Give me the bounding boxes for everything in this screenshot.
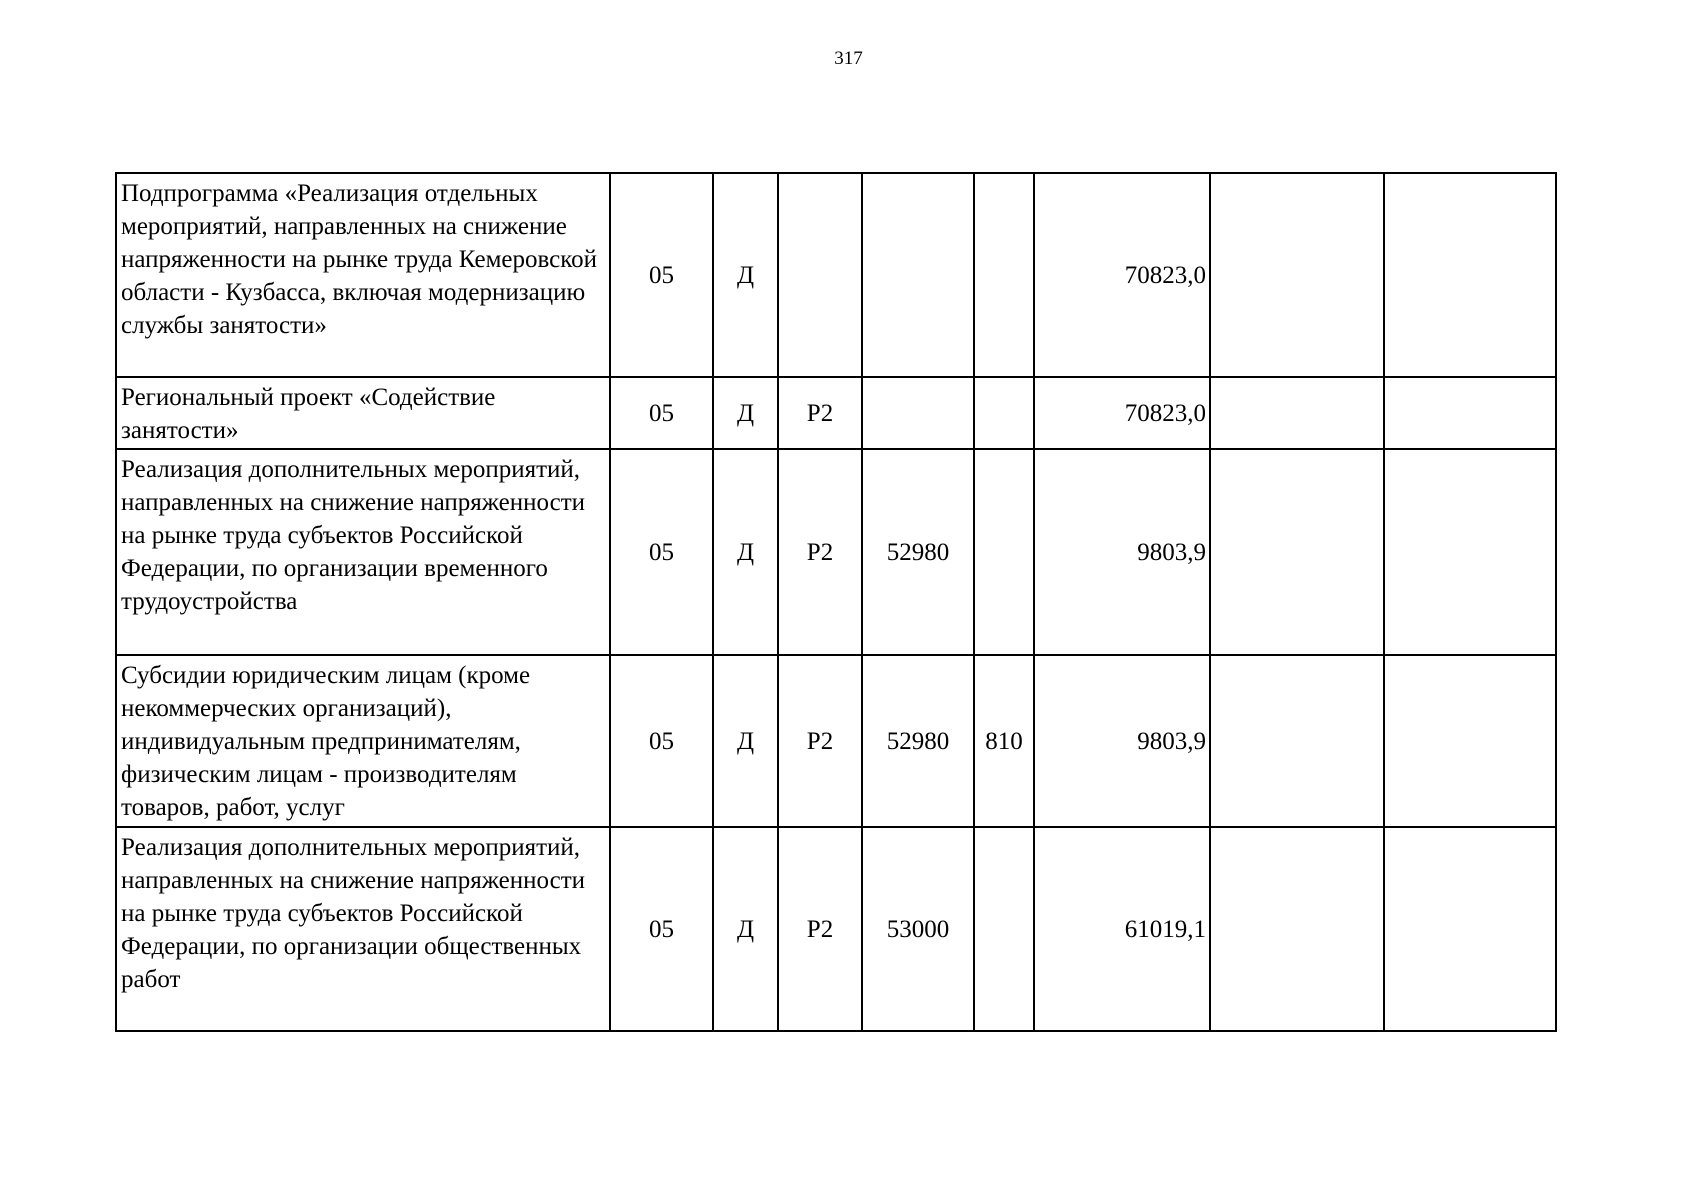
expense-type-cell [974, 827, 1034, 1031]
row-name-cell [116, 655, 610, 827]
project-code-cell: P2 [778, 377, 862, 449]
empty-cell [1210, 173, 1384, 377]
row-name-cell [116, 827, 610, 1031]
amount-cell: 70823,0 [1034, 377, 1210, 449]
row-name: Подпрограмма «Реализация отдельных мероприятий, направленных на снижение напряженности на рынке труда Кемеровской области - Кузбасса, включая модернизацию службы занятости» [121, 180, 598, 339]
row-name-cell [116, 377, 610, 449]
section-code-cell: 05 [610, 377, 713, 449]
amount-cell: 9803,9 [1034, 655, 1210, 827]
row-name: Реализация дополнительных мероприятий, направленных на снижение напряженности на рынке труда субъектов Российской Федерации, по организации временного трудоустройства [121, 456, 586, 615]
direction-code-cell: 53000 [862, 827, 974, 1031]
empty-cell [1384, 173, 1556, 377]
empty-cell [1210, 449, 1384, 655]
empty-cell [1384, 827, 1556, 1031]
page-number: 317 [834, 48, 863, 69]
amount-cell: 9803,9 [1034, 449, 1210, 655]
section-code-cell: 05 [610, 827, 713, 1031]
program-code-cell: Д [713, 377, 778, 449]
table-row [116, 449, 1556, 655]
direction-code-cell [862, 377, 974, 449]
table-row [116, 655, 1556, 827]
table-row [116, 173, 1556, 377]
project-code-cell: P2 [778, 449, 862, 655]
table-row [116, 377, 1556, 449]
empty-cell [1210, 655, 1384, 827]
direction-code-cell: 52980 [862, 449, 974, 655]
row-name: Субсидии юридическим лицам (кроме некоммерческих организаций), индивидуальным предпринимателям, физическим лицам - производителям товаров, работ, услуг [121, 662, 531, 821]
section-code-cell: 05 [610, 655, 713, 827]
program-code-cell: Д [713, 449, 778, 655]
row-name-cell [116, 449, 610, 655]
table-row [116, 827, 1556, 1031]
project-code-cell: P2 [778, 655, 862, 827]
amount-cell: 70823,0 [1034, 173, 1210, 377]
amount-cell: 61019,1 [1034, 827, 1210, 1031]
expense-type-cell [974, 449, 1034, 655]
budget-table [115, 172, 1557, 1032]
project-code-cell [778, 173, 862, 377]
empty-cell [1384, 377, 1556, 449]
direction-code-cell [862, 173, 974, 377]
program-code-cell: Д [713, 827, 778, 1031]
program-code-cell: Д [713, 173, 778, 377]
program-code-cell: Д [713, 655, 778, 827]
empty-cell [1210, 377, 1384, 449]
empty-cell [1384, 655, 1556, 827]
empty-cell [1210, 827, 1384, 1031]
empty-cell [1384, 449, 1556, 655]
expense-type-cell [974, 377, 1034, 449]
expense-type-cell: 810 [974, 655, 1034, 827]
row-name: Региональный проект «Содействие занятости» [121, 384, 496, 444]
direction-code-cell: 52980 [862, 655, 974, 827]
row-name: Реализация дополнительных мероприятий, направленных на снижение напряженности на рынке труда субъектов Российской Федерации, по организации общественных работ [121, 834, 586, 993]
expense-type-cell [974, 173, 1034, 377]
section-code-cell: 05 [610, 173, 713, 377]
row-name-cell [116, 173, 610, 377]
section-code-cell: 05 [610, 449, 713, 655]
project-code-cell: P2 [778, 827, 862, 1031]
